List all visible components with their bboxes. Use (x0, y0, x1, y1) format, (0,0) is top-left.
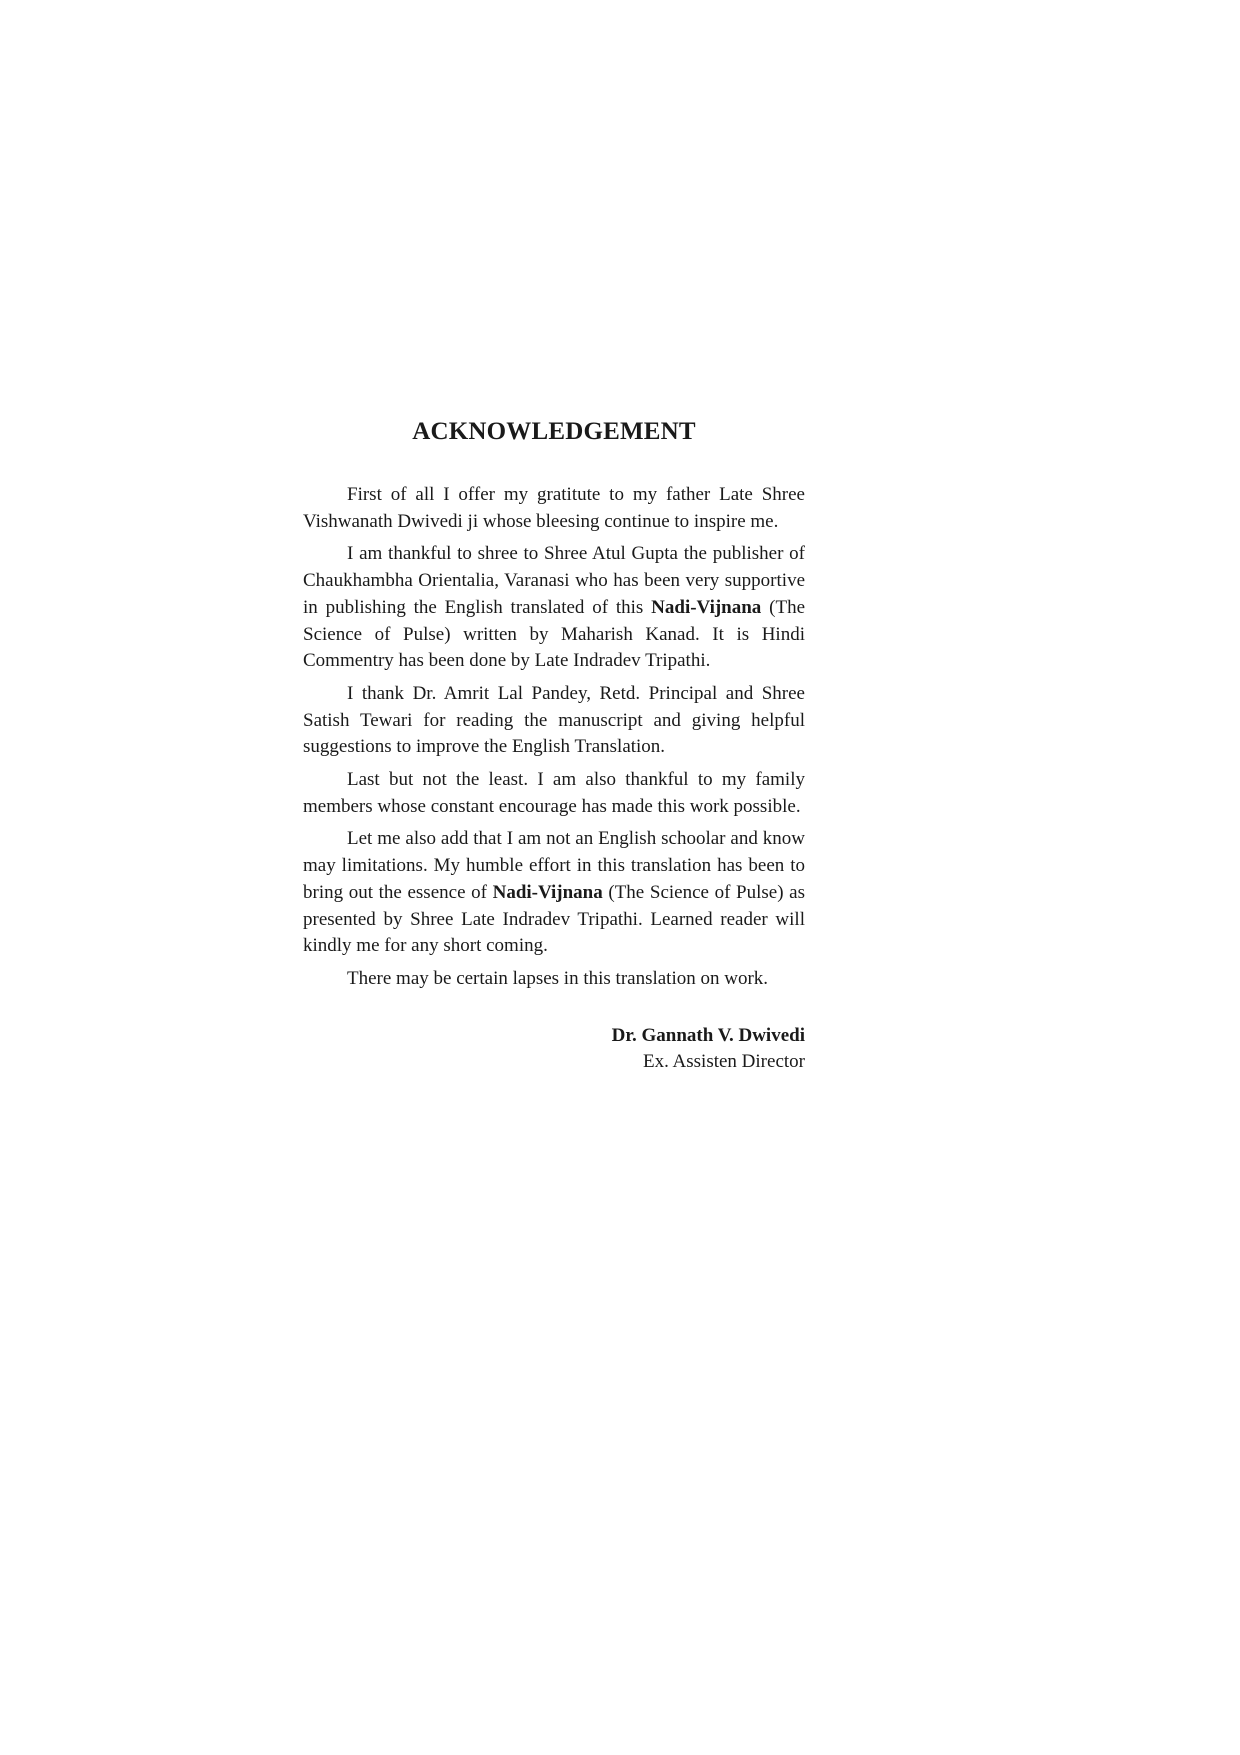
page-title: ACKNOWLEDGEMENT (412, 418, 696, 445)
signatory-name: Dr. Gannath V. Dwivedi (611, 1024, 805, 1046)
book-title-emphasis: Nadi-Vijnana (492, 881, 603, 903)
signatory-designation: Ex. Assisten Director (642, 1051, 805, 1073)
text-run: I am thankful to shree to Shree Atul Gupta the publisher of Chaukhambha Orientalia, Varanasi who has been very supportive in publishing the English translated of this (303, 543, 805, 618)
text-run: There may be certain lapses in this translation on work. (347, 967, 769, 989)
text-run: (The Science of Pulse) written by Maharish Kanad. It is Hindi Commentry has been done by Late Indradev Tripathi. (303, 596, 805, 672)
acknowledgement-page (303, 410, 805, 1076)
text-run: I thank Dr. Amrit Lal Pandey, Retd. Principal and Shree Satish Tewari for reading the manuscript and giving helpful suggestions to improve the English Translation. (303, 682, 805, 758)
paragraph (303, 826, 805, 960)
text-run: (The Science of Pulse) as presented by Shree Late Indradev Tripathi. Learned reader will kindly me for any short coming. (303, 881, 805, 957)
paragraph (303, 681, 805, 761)
paragraph (303, 541, 805, 675)
text-run: Let me also add that I am not an English schoolar and know may limitations. My humble effort in this translation has been to bring out the essence of (303, 828, 805, 903)
signature-block (303, 1023, 805, 1076)
text-run: Last but not the least. I am also thankful to my family members whose constant encourage has made this work possible. (303, 769, 805, 817)
paragraph (303, 482, 805, 535)
book-title-emphasis: Nadi-Vijnana (651, 596, 762, 618)
paragraph (303, 767, 805, 820)
text-run: First of all I offer my gratitute to my father Late Shree Vishwanath Dwivedi ji whose bleesing continue to inspire me. (303, 484, 805, 532)
body-text (303, 482, 805, 993)
paragraph (303, 966, 805, 993)
